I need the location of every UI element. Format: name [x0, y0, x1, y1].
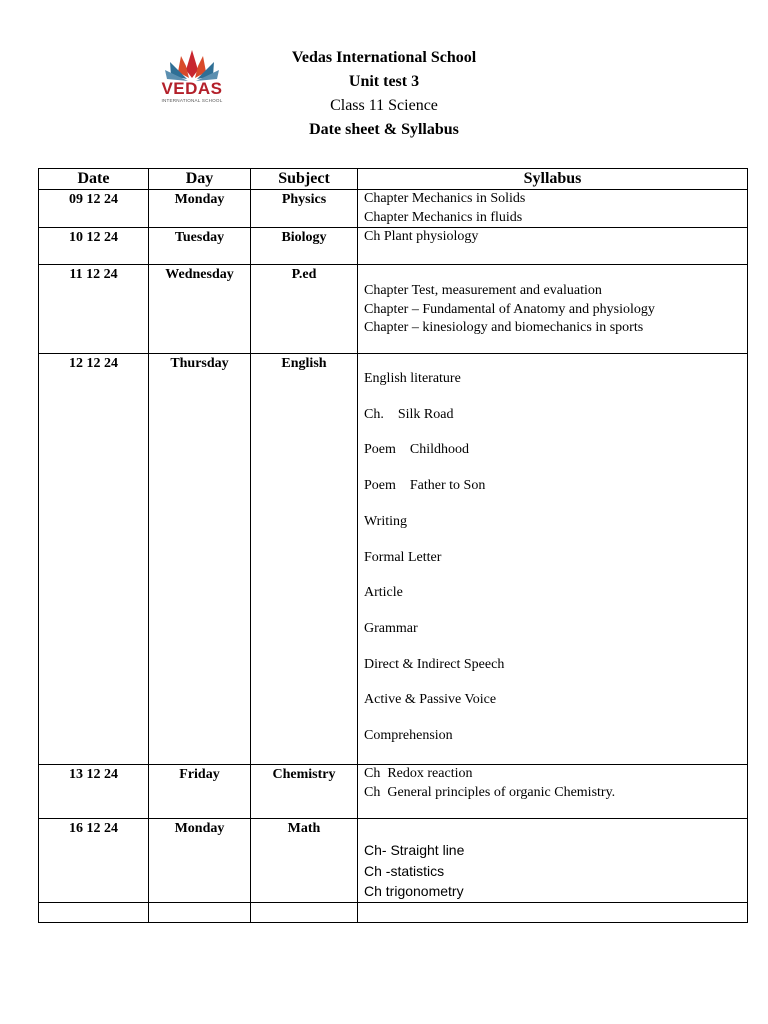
syllabus-item: Formal Letter: [364, 549, 442, 565]
syllabus-item: Article: [364, 585, 403, 601]
row-subject: English: [251, 354, 358, 765]
syllabus-item: Ch Redox reaction: [364, 766, 473, 781]
class-name: Class 11 Science: [330, 97, 438, 114]
header-date: Date: [39, 169, 149, 190]
row-date: 12 12 24: [39, 354, 149, 765]
empty-cell: [251, 903, 358, 923]
syllabus-item: Chapter Test, measurement and evaluation: [364, 283, 602, 298]
row-subject: Math: [251, 819, 358, 903]
syllabus-item: English literature: [364, 371, 461, 386]
school-logo: [155, 48, 229, 106]
row-day: Monday: [149, 190, 251, 228]
row-syllabus: [358, 354, 748, 765]
row-day: Thursday: [149, 354, 251, 765]
empty-cell: [358, 903, 748, 923]
row-date: 10 12 24: [39, 228, 149, 265]
syllabus-item: Poem Childhood: [364, 442, 470, 458]
table-header-row: [39, 169, 748, 190]
syllabus-item: Ch- Straight line: [364, 842, 465, 858]
row-subject: Physics: [251, 190, 358, 228]
row-subject: Biology: [251, 228, 358, 265]
table-row-empty: [39, 903, 748, 923]
logo-subtitle: INTERNATIONAL SCHOOL: [161, 98, 223, 103]
syllabus-item: Ch trigonometry: [364, 883, 464, 899]
table-row: [39, 190, 748, 228]
row-subject: P.ed: [251, 265, 358, 354]
syllabus-item: Poem Father to Son: [364, 478, 486, 494]
row-date: 13 12 24: [39, 765, 149, 819]
syllabus-item: Direct & Indirect Speech: [364, 656, 505, 672]
date-sheet-table: [38, 168, 748, 923]
row-subject: Chemistry: [251, 765, 358, 819]
row-date: 16 12 24: [39, 819, 149, 903]
table-row: [39, 819, 748, 903]
syllabus-item: Ch -statistics: [364, 862, 445, 879]
empty-cell: [149, 903, 251, 923]
school-name: Vedas International School: [291, 49, 477, 66]
logo-wordmark: VEDAS: [161, 79, 223, 98]
syllabus-item: Ch. Silk Road: [364, 406, 454, 422]
syllabus-item: Grammar: [364, 620, 418, 636]
syllabus-item: Chapter Mechanics in fluids: [364, 209, 523, 225]
syllabus-item: Active & Passive Voice: [364, 692, 497, 708]
row-syllabus: [358, 765, 748, 819]
row-syllabus: [358, 228, 748, 265]
header-day: Day: [149, 169, 251, 190]
syllabus-item: Writing: [364, 513, 407, 529]
row-syllabus: [358, 265, 748, 354]
row-day: Friday: [149, 765, 251, 819]
header-subject: Subject: [251, 169, 358, 190]
syllabus-item: Ch Plant physiology: [364, 229, 479, 244]
syllabus-item: Chapter – Fundamental of Anatomy and physiology: [364, 301, 655, 317]
row-date: 09 12 24: [39, 190, 149, 228]
syllabus-item: Comprehension: [364, 728, 453, 744]
header-syllabus: Syllabus: [358, 169, 748, 190]
test-name: Unit test 3: [348, 73, 420, 90]
syllabus-item: Chapter – kinesiology and biomechanics in sports: [364, 320, 644, 335]
row-day: Wednesday: [149, 265, 251, 354]
syllabus-item: Chapter Mechanics in Solids: [364, 191, 526, 206]
table-row: [39, 265, 748, 354]
row-day: Tuesday: [149, 228, 251, 265]
row-syllabus: [358, 190, 748, 228]
book-flame-icon: [159, 48, 225, 82]
empty-cell: [39, 903, 149, 923]
table-row: [39, 765, 748, 819]
document-title: Date sheet & Syllabus: [309, 121, 459, 138]
document-header: [234, 46, 534, 142]
row-date: 11 12 24: [39, 265, 149, 354]
row-day: Monday: [149, 819, 251, 903]
row-syllabus: [358, 819, 748, 903]
syllabus-item: Ch General principles of organic Chemistry.: [364, 784, 616, 800]
table-row: [39, 354, 748, 765]
table-row: [39, 228, 748, 265]
